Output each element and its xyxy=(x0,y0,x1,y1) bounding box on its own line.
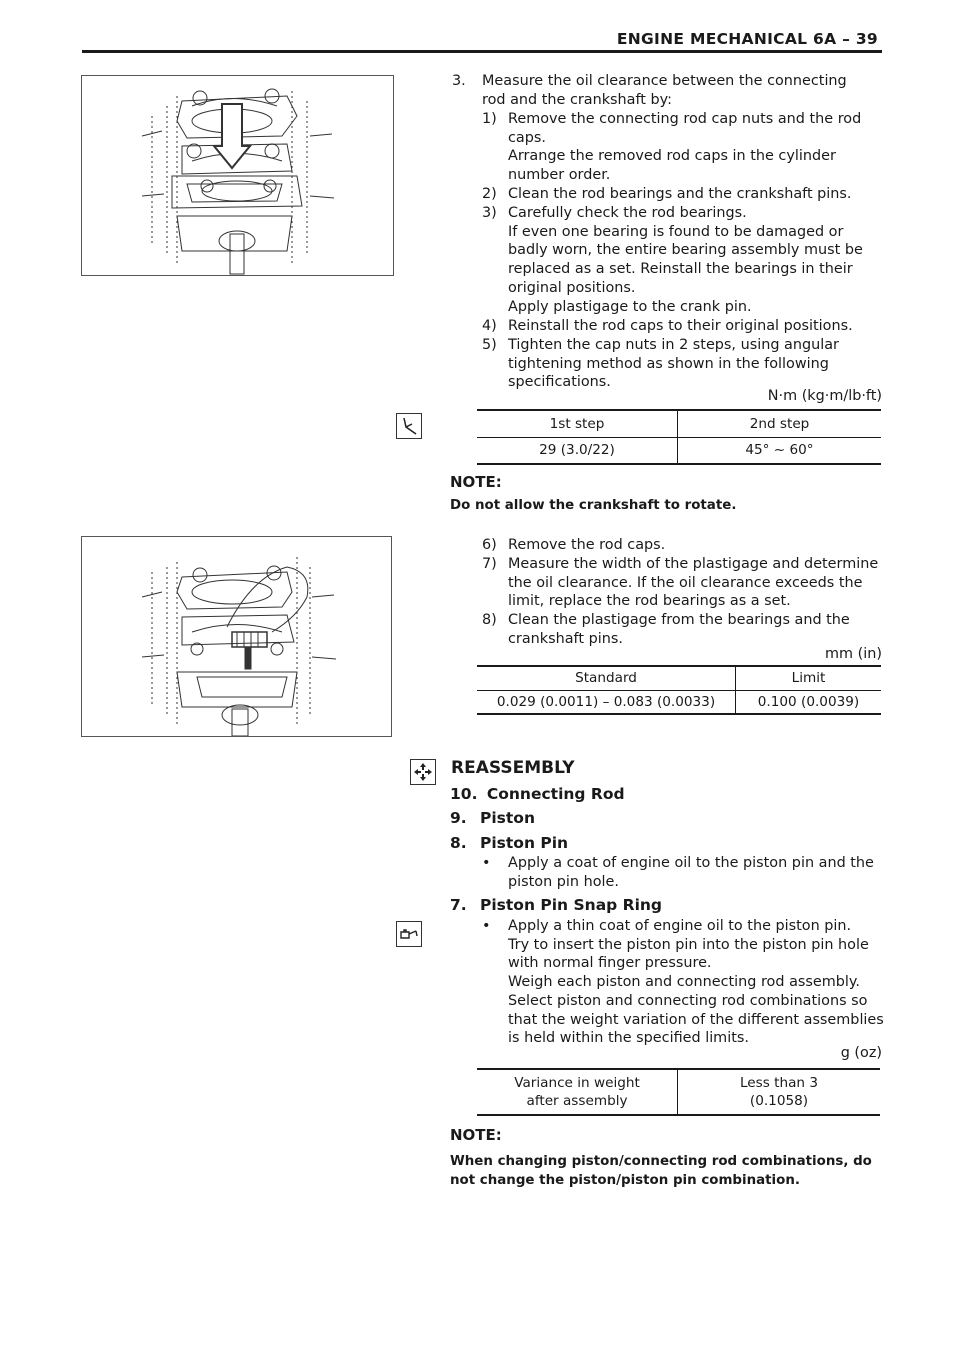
item-number: 10. xyxy=(450,785,478,803)
oil-can-icon xyxy=(396,921,422,947)
substep-line: Remove the rod caps. xyxy=(508,537,666,553)
step-3-number: 3. xyxy=(452,73,466,89)
substep-line: Arrange the removed rod caps in the cylinder xyxy=(508,148,836,165)
item-title: Piston Pin Snap Ring xyxy=(480,896,663,914)
clearance-header-standard: Standard xyxy=(477,666,736,690)
item-number: 8. xyxy=(450,834,467,852)
torque-unit: N·m (kg·m/lb·ft) xyxy=(767,388,882,404)
weight-value-line: Less than 3 xyxy=(739,1075,819,1091)
reassembly-icon xyxy=(410,759,436,785)
substep-line: original positions. xyxy=(508,279,636,296)
clearance-header-limit: Limit xyxy=(736,666,882,690)
substep-line: crankshaft pins. xyxy=(508,630,623,647)
weight-value-line: (0.1058) xyxy=(749,1093,809,1109)
instruction-line: Select piston and connecting rod combinations so xyxy=(508,992,868,1009)
instruction-line: Apply a thin coat of engine oil to the piston pin. xyxy=(508,918,852,934)
substep-number: 3) xyxy=(482,205,497,221)
substep-line: Reinstall the rod caps to their original positions. xyxy=(508,318,853,334)
instruction-line: piston pin hole. xyxy=(508,873,619,890)
page-header: ENGINE MECHANICAL 6A – 39 xyxy=(616,30,878,48)
step-3-line: Measure the oil clearance between the connecting xyxy=(482,73,847,89)
piston-pin-instructions xyxy=(482,854,874,891)
substep-number: 6) xyxy=(482,537,497,553)
substep-line: number order. xyxy=(508,167,611,184)
weight-label-line: after assembly xyxy=(526,1093,628,1109)
substep-4 xyxy=(482,317,853,336)
substep-line: Measure the width of the plastigage and determine xyxy=(508,556,879,572)
substep-7 xyxy=(482,555,878,611)
header-rule xyxy=(82,50,882,53)
weight-unit: g (oz) xyxy=(840,1045,882,1061)
weight-table xyxy=(477,1068,880,1116)
substep-line: limit, replace the rod bearings as a set. xyxy=(508,593,791,610)
torque-header-1: 1st step xyxy=(477,410,678,437)
note-text xyxy=(450,1152,872,1190)
clearance-value-standard: 0.029 (0.0011) – 0.083 (0.0033) xyxy=(477,690,736,714)
clearance-unit: mm (in) xyxy=(825,646,882,662)
substep-2 xyxy=(482,185,852,204)
substep-line: If even one bearing is found to be damaged or xyxy=(508,223,844,240)
substep-number: 2) xyxy=(482,186,497,202)
substep-number: 8) xyxy=(482,612,497,628)
instruction-line: that the weight variation of the different assemblies xyxy=(508,1011,884,1028)
snap-ring-instructions xyxy=(482,917,884,1048)
weight-label-line: Variance in weight xyxy=(514,1075,640,1091)
substep-number: 5) xyxy=(482,337,497,353)
substep-line: Apply plastigage to the crank pin. xyxy=(508,298,752,315)
item-number: 7. xyxy=(450,896,467,914)
figure-plastigage-measurement xyxy=(81,536,392,737)
substep-line: the oil clearance. If the oil clearance exceeds the xyxy=(508,574,863,591)
substep-line: tightening method as shown in the following xyxy=(508,355,829,372)
torque-table xyxy=(477,409,881,465)
torque-value-2: 45° ~ 60° xyxy=(678,437,882,464)
substep-line: badly worn, the entire bearing assembly must be xyxy=(508,242,863,259)
reassembly-item-piston-pin xyxy=(450,834,568,852)
instruction-line: with normal finger pressure. xyxy=(508,955,712,972)
substep-line: replaced as a set. Reinstall the bearings in their xyxy=(508,261,853,278)
bullet: • xyxy=(482,918,491,934)
step-3-line: rod and the crankshaft by: xyxy=(482,91,672,108)
item-title: Connecting Rod xyxy=(486,785,625,803)
substep-3 xyxy=(482,204,863,316)
substep-1 xyxy=(482,110,861,185)
instruction-line: Apply a coat of engine oil to the piston pin and the xyxy=(508,855,874,871)
substep-line: Carefully check the rod bearings. xyxy=(508,205,747,221)
substep-6 xyxy=(482,536,665,555)
reassembly-item-snap-ring xyxy=(450,896,662,914)
item-title: Piston xyxy=(480,809,535,827)
substep-line: Tighten the cap nuts in 2 steps, using angular xyxy=(508,337,839,353)
instruction-line: Weigh each piston and connecting rod assembly. xyxy=(508,974,860,991)
reassembly-item-piston xyxy=(450,809,535,827)
reassembly-title: REASSEMBLY xyxy=(451,758,575,778)
step-3 xyxy=(452,72,847,109)
substep-line: specifications. xyxy=(508,374,611,391)
note-text: Do not allow the crankshaft to rotate. xyxy=(450,498,737,513)
item-title: Piston Pin xyxy=(480,834,569,852)
substep-line: caps. xyxy=(508,129,546,146)
clearance-value-limit: 0.100 (0.0039) xyxy=(736,690,882,714)
note-title: NOTE: xyxy=(450,473,502,491)
instruction-line: is held within the specified limits. xyxy=(508,1030,749,1047)
note-line: When changing piston/connecting rod combinations, do xyxy=(450,1154,872,1169)
torque-header-2: 2nd step xyxy=(678,410,882,437)
torque-value-1: 29 (3.0/22) xyxy=(477,437,678,464)
substep-8 xyxy=(482,611,850,648)
substep-line: Clean the rod bearings and the crankshaft pins. xyxy=(508,186,852,202)
item-number: 9. xyxy=(450,809,467,827)
substep-line: Remove the connecting rod cap nuts and the rod xyxy=(508,111,862,127)
substep-line: Clean the plastigage from the bearings and the xyxy=(508,612,850,628)
instruction-line: Try to insert the piston pin into the piston pin hole xyxy=(508,936,869,953)
weight-value-cell xyxy=(678,1069,881,1115)
torque-wrench-icon xyxy=(396,413,422,439)
figure-connecting-rod-cap-removal xyxy=(81,75,394,276)
weight-label-cell xyxy=(477,1069,678,1115)
note-line: not change the piston/piston pin combination. xyxy=(450,1173,800,1188)
substep-number: 7) xyxy=(482,556,497,572)
reassembly-item-connecting-rod xyxy=(450,785,625,803)
clearance-table xyxy=(477,665,881,715)
substep-5 xyxy=(482,336,839,392)
note-title: NOTE: xyxy=(450,1126,502,1144)
substep-number: 1) xyxy=(482,111,497,127)
bullet: • xyxy=(482,855,491,871)
substep-number: 4) xyxy=(482,318,497,334)
